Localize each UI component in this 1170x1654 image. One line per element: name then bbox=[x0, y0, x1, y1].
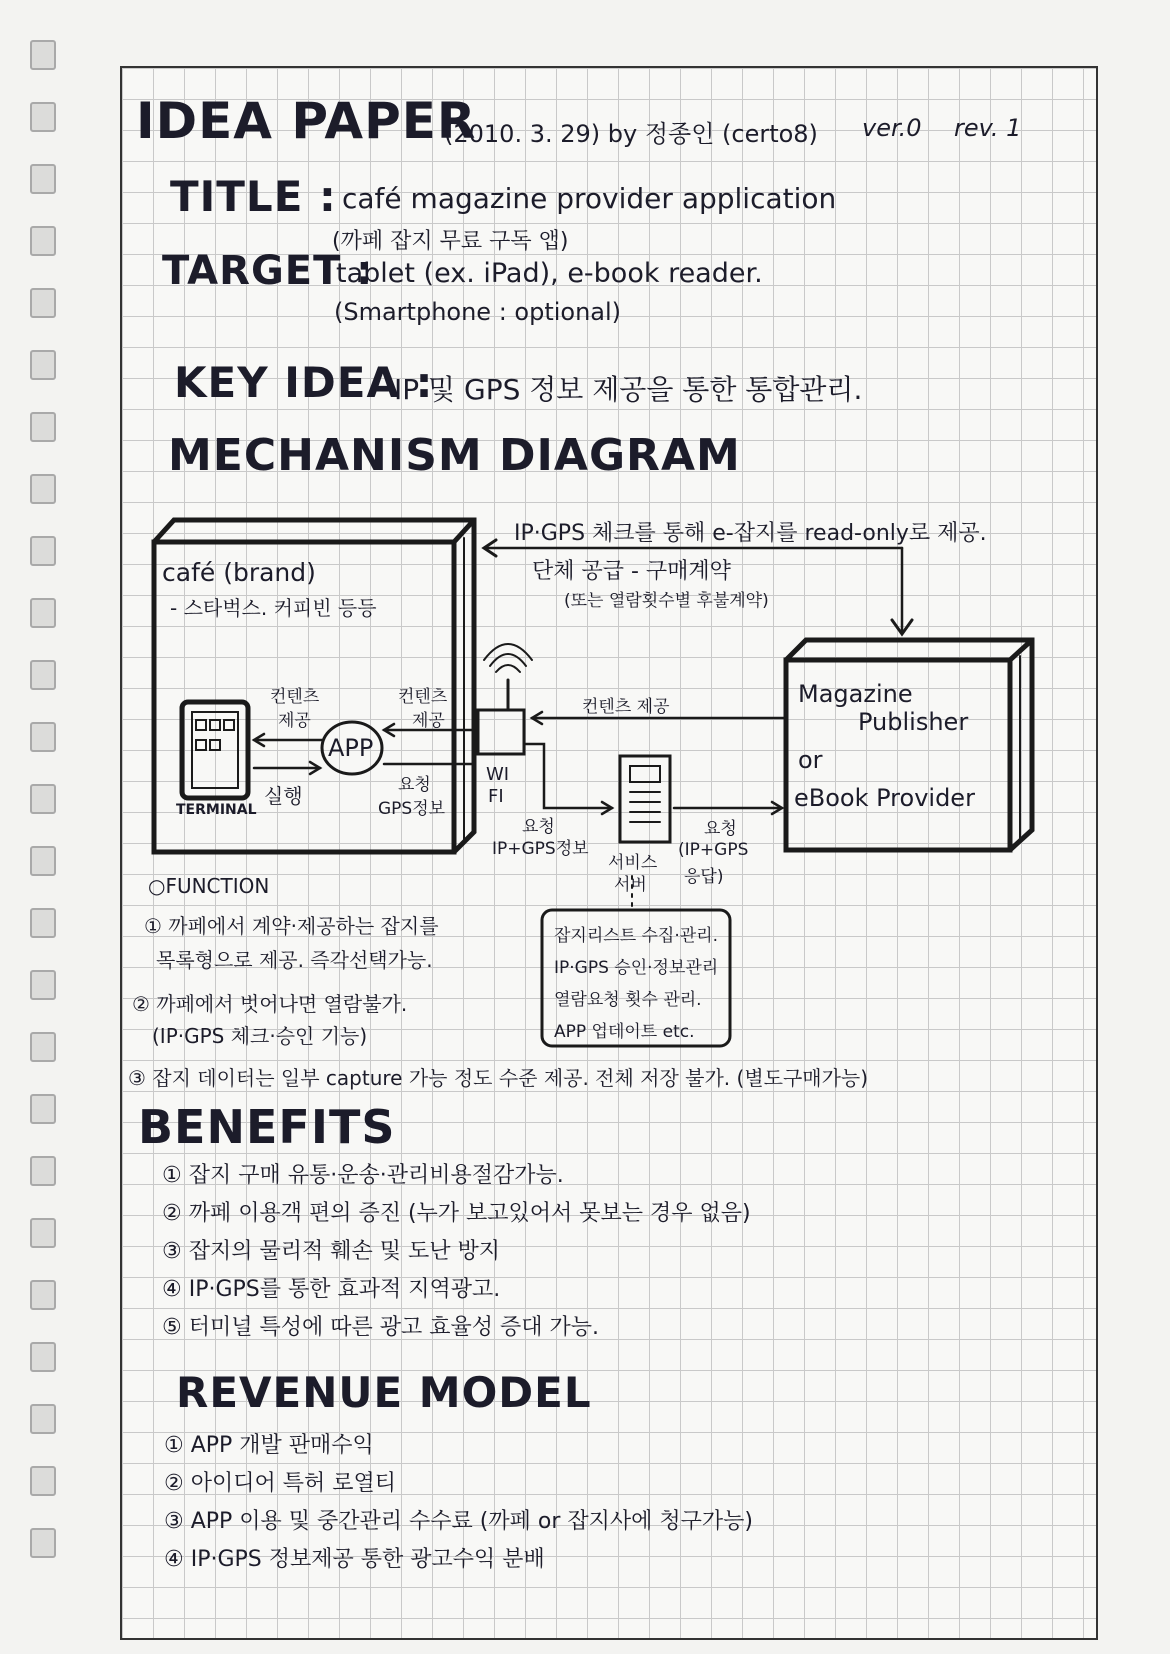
binding-ring bbox=[30, 1342, 56, 1372]
binding-ring bbox=[30, 412, 56, 442]
req-ipgps-a: 요청 bbox=[522, 817, 555, 837]
revenue-item: ③ APP 이용 및 중간관리 수수료 (까페 or 잡지사에 청구가능) bbox=[164, 1509, 753, 1534]
page-title: IDEA PAPER bbox=[136, 92, 477, 150]
req-right-a: 요청 bbox=[704, 819, 737, 839]
benefit-item: ① 잡지 구매 유통·운송·관리비용절감가능. bbox=[162, 1163, 564, 1188]
binding-ring bbox=[30, 908, 56, 938]
binding-ring bbox=[30, 474, 56, 504]
server-info-line: 잡지리스트 수집·관리. bbox=[554, 926, 719, 946]
target-optional: (Smartphone : optional) bbox=[334, 298, 622, 326]
binding-ring bbox=[30, 784, 56, 814]
content-provide-2a: 컨텐츠 bbox=[398, 687, 448, 707]
target-label: TARGET : bbox=[162, 248, 374, 294]
function-item: ③ 잡지 데이터는 일부 capture 가능 정도 수준 제공. 전체 저장 불가. (별도구매가능) bbox=[128, 1066, 869, 1090]
function-heading: ○FUNCTION bbox=[148, 874, 270, 898]
binding-ring bbox=[30, 1404, 56, 1434]
binding-ring bbox=[30, 660, 56, 690]
title-korean: (까페 잡지 무료 구독 앱) bbox=[332, 229, 569, 254]
revenue-heading: REVENUE MODEL bbox=[176, 1368, 592, 1417]
binding-ring bbox=[30, 722, 56, 752]
revenue-item: ① APP 개발 판매수익 bbox=[164, 1433, 374, 1458]
function-item: ① 까페에서 계약·제공하는 잡지를 bbox=[144, 914, 439, 938]
header-meta: (2010. 3. 29) by 정종인 (certo8) bbox=[444, 120, 818, 148]
binding-ring bbox=[30, 1156, 56, 1186]
req-gps-b: GPS정보 bbox=[378, 799, 446, 819]
benefit-item: ② 까페 이용객 편의 증진 (누가 보고있어서 못보는 경우 없음) bbox=[162, 1201, 751, 1226]
publisher-content-label: 컨텐츠 제공 bbox=[582, 697, 670, 717]
binding-ring bbox=[30, 1528, 56, 1558]
header-revision: rev. 1 bbox=[954, 114, 1022, 142]
req-right-c: 응답) bbox=[684, 867, 724, 887]
req-gps-a: 요청 bbox=[398, 775, 431, 795]
binding-ring bbox=[30, 1218, 56, 1248]
header-version: ver.0 bbox=[862, 114, 922, 142]
benefits-heading: BENEFITS bbox=[138, 1100, 396, 1154]
binding-ring bbox=[30, 288, 56, 318]
function-item: ② 까페에서 벗어나면 열람불가. bbox=[132, 992, 408, 1016]
benefit-item: ⑤ 터미널 특성에 따른 광고 효율성 증대 가능. bbox=[162, 1315, 599, 1340]
binding-ring bbox=[30, 970, 56, 1000]
title-label: TITLE : bbox=[170, 172, 337, 221]
binding-ring bbox=[30, 164, 56, 194]
top-note: IP·GPS 체크를 통해 e-잡지를 read-only로 제공. bbox=[514, 521, 987, 546]
revenue-item: ② 아이디어 특허 로열티 bbox=[164, 1471, 396, 1496]
cafe-sub: - 스타벅스. 커피빈 등등 bbox=[170, 596, 377, 620]
publisher-line-3: or bbox=[798, 746, 823, 774]
content-provide-1b: 제공 bbox=[278, 711, 311, 731]
key-idea-label: KEY IDEA : bbox=[174, 358, 434, 407]
binding-rings bbox=[22, 40, 62, 1630]
key-idea-value: IP 및 GPS 정보 제공을 통한 통합관리. bbox=[394, 373, 863, 406]
cafe-title: café (brand) bbox=[162, 558, 316, 587]
server-info-line: APP 업데이트 etc. bbox=[554, 1022, 695, 1042]
binding-ring bbox=[30, 350, 56, 380]
req-ipgps-b: IP+GPS정보 bbox=[492, 839, 589, 859]
target-value: tablet (ex. iPad), e-book reader. bbox=[336, 258, 763, 289]
function-item: 목록형으로 제공. 즉각선택가능. bbox=[156, 948, 433, 972]
publisher-line-1: Magazine bbox=[798, 680, 913, 708]
server-info-line: 열람요청 횟수 관리. bbox=[554, 990, 702, 1010]
server-info-line: IP·GPS 승인·정보관리 bbox=[554, 958, 719, 978]
binding-ring bbox=[30, 536, 56, 566]
function-item: (IP·GPS 체크·승인 기능) bbox=[152, 1024, 368, 1048]
revenue-item: ④ IP·GPS 정보제공 통한 광고수익 분배 bbox=[164, 1547, 545, 1572]
binding-ring bbox=[30, 1032, 56, 1062]
binding-ring bbox=[30, 598, 56, 628]
binding-ring bbox=[30, 1466, 56, 1496]
binding-ring bbox=[30, 40, 56, 70]
binding-ring bbox=[30, 846, 56, 876]
wifi-b: FI bbox=[488, 786, 504, 807]
title-value: café magazine provider application bbox=[342, 182, 837, 215]
contract-label: 단체 공급 - 구매계약 bbox=[532, 559, 731, 584]
content-provide-2b: 제공 bbox=[412, 711, 445, 731]
mechanism-heading: MECHANISM DIAGRAM bbox=[168, 430, 741, 481]
binding-ring bbox=[30, 1280, 56, 1310]
publisher-line-4: eBook Provider bbox=[794, 784, 975, 812]
req-right-b: (IP+GPS bbox=[678, 840, 749, 860]
binding-ring bbox=[30, 102, 56, 132]
publisher-line-2: Publisher bbox=[858, 708, 969, 736]
benefit-item: ④ IP·GPS를 통한 효과적 지역광고. bbox=[162, 1277, 501, 1302]
terminal-label: TERMINAL bbox=[176, 802, 257, 818]
content-provide-1a: 컨텐츠 bbox=[270, 687, 320, 707]
server-label-a: 서비스 bbox=[608, 853, 658, 873]
app-label: APP bbox=[328, 734, 374, 762]
binding-ring bbox=[30, 1094, 56, 1124]
binding-ring bbox=[30, 226, 56, 256]
grid-paper-page bbox=[120, 66, 1098, 1640]
contract-sub-label: (또는 열람횟수별 후불계약) bbox=[564, 591, 769, 611]
server-label-b: 서버 bbox=[614, 875, 647, 895]
execute-label: 실행 bbox=[264, 784, 303, 808]
wifi-a: WI bbox=[486, 764, 510, 785]
server-info-box bbox=[554, 920, 718, 1048]
benefit-item: ③ 잡지의 물리적 훼손 및 도난 방지 bbox=[162, 1239, 500, 1264]
